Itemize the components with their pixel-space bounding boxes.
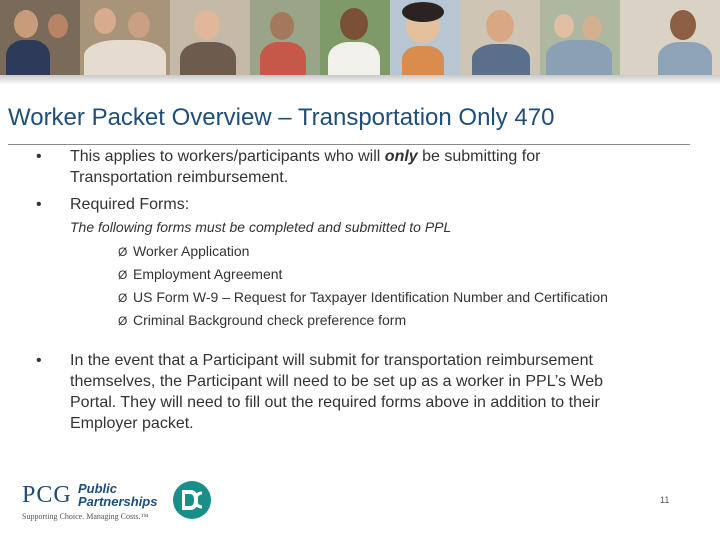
banner-photo — [620, 0, 720, 75]
public-partnerships-wordmark — [78, 482, 157, 508]
form-item — [118, 312, 406, 328]
final-line: In the event that a Participant will submit for transportation reimbursement — [70, 352, 593, 369]
banner-photo — [390, 0, 460, 75]
banner-photo — [460, 0, 540, 75]
form-item-label: Criminal Background check preference form — [133, 312, 407, 328]
form-item — [118, 266, 282, 282]
bullet-marker: • — [36, 196, 42, 213]
arrow-icon: Ø — [118, 245, 128, 259]
bullet-1-line1-after: be submitting for — [417, 148, 541, 165]
banner-photo — [540, 0, 620, 75]
arrow-icon: Ø — [118, 268, 128, 282]
title-divider — [8, 144, 690, 145]
bullet-marker: • — [36, 352, 42, 369]
pcg-wordmark: PCG — [22, 482, 72, 508]
pp-line2: Partnerships — [78, 494, 158, 509]
banner-photo — [170, 0, 250, 75]
final-line: Portal. They will need to fill out the required forms above in addition to their — [70, 394, 600, 411]
form-item-label: US Form W-9 – Request for Taxpayer Identification Number and Certification — [133, 289, 608, 305]
pp-line1: Public — [78, 481, 118, 496]
arrow-icon: Ø — [118, 314, 128, 328]
banner-photo — [320, 0, 390, 75]
banner-photo — [250, 0, 320, 75]
tagline: Supporting Choice. Managing Costs.™ — [22, 512, 149, 521]
form-item — [118, 289, 608, 305]
banner-photo — [80, 0, 170, 75]
forms-intro: The following forms must be completed and submitted to PPL — [70, 219, 452, 235]
form-item-label: Worker Application — [133, 243, 250, 259]
bullet-1-line1-before: This applies to workers/participants who will — [70, 148, 385, 165]
dc-logo-icon — [172, 480, 212, 520]
bullet-1-emphasis: only — [384, 148, 418, 165]
bullet-marker: • — [36, 148, 42, 165]
form-item-label: Employment Agreement — [133, 266, 283, 282]
bullet-text-1 — [70, 146, 540, 188]
final-line: Employer packet. — [70, 415, 194, 432]
photo-banner — [0, 0, 720, 75]
banner-photo — [0, 0, 80, 75]
bullet-1-line2: Transportation reimbursement. — [70, 169, 289, 186]
banner-shadow — [0, 75, 720, 85]
final-line: themselves, the Participant will need to be set up as a worker in PPL’s Web — [70, 373, 604, 390]
bullet-text-3 — [70, 350, 603, 434]
page-number: 11 — [660, 495, 670, 505]
slide-title: Worker Packet Overview – Transportation Only 470 — [8, 104, 555, 131]
form-item — [118, 243, 249, 259]
arrow-icon: Ø — [118, 291, 128, 305]
bullet-text-2: Required Forms: — [70, 196, 190, 213]
